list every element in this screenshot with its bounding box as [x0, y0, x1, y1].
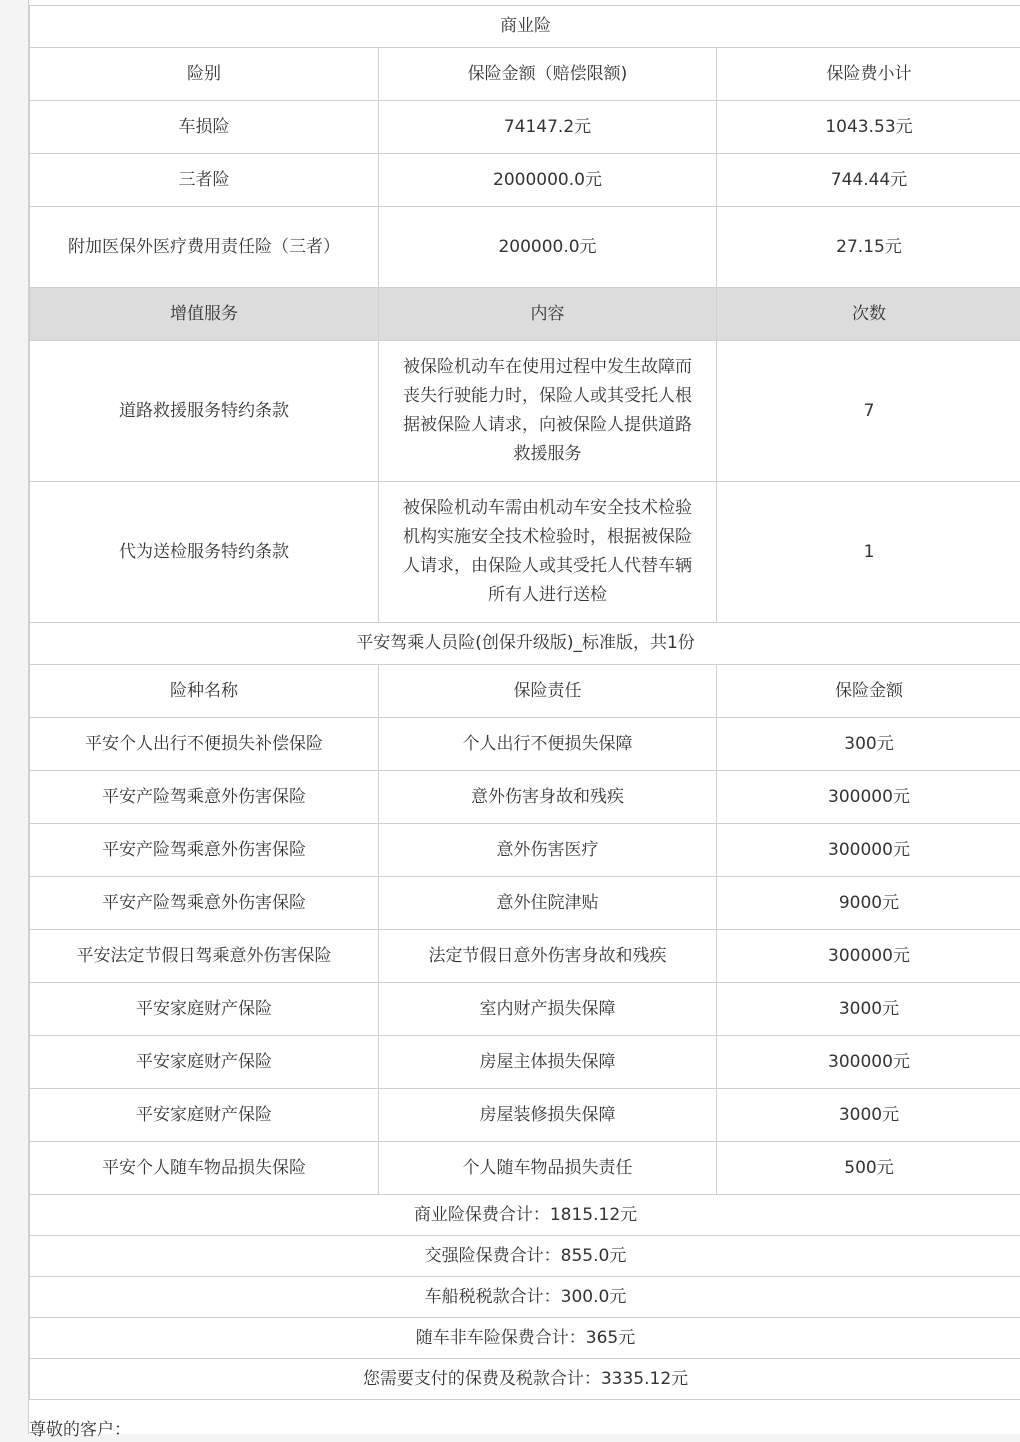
service-count: 1 [717, 482, 1020, 623]
header-cell: 保险金额（赔偿限额) [379, 48, 717, 101]
coverage-amount: 200000.0元 [379, 207, 717, 288]
premium-subtotal: 1043.53元 [717, 101, 1020, 154]
total-row [30, 1277, 1020, 1318]
table-row [30, 930, 1020, 983]
table-row [30, 877, 1020, 930]
plan-liability: 意外住院津贴 [379, 877, 717, 930]
plan-amount: 300元 [717, 718, 1020, 771]
coverage-name: 三者险 [30, 154, 379, 207]
plan-amount: 3000元 [717, 1089, 1020, 1142]
table-row [30, 718, 1020, 771]
premium-subtotal: 744.44元 [717, 154, 1020, 207]
driver-plan-title-row [30, 623, 1020, 665]
plan-amount: 300000元 [717, 824, 1020, 877]
plan-liability: 法定节假日意外伤害身故和残疾 [379, 930, 717, 983]
plan-name: 平安产险驾乘意外伤害保险 [30, 824, 379, 877]
plan-liability: 意外伤害医疗 [379, 824, 717, 877]
premium-subtotal: 27.15元 [717, 207, 1020, 288]
coverage-amount: 2000000.0元 [379, 154, 717, 207]
table-row [30, 824, 1020, 877]
commercial-header-row [30, 48, 1020, 101]
table-row [30, 771, 1020, 824]
plan-name: 平安家庭财产保险 [30, 1089, 379, 1142]
plan-liability: 个人出行不便损失保障 [379, 718, 717, 771]
plan-amount: 500元 [717, 1142, 1020, 1195]
grand-total: 您需要支付的保费及税款合计：3335.12元 [30, 1359, 1020, 1400]
plan-amount: 3000元 [717, 983, 1020, 1036]
commercial-premium-total: 商业险保费合计：1815.12元 [30, 1195, 1020, 1236]
table-row [30, 207, 1020, 288]
plan-name: 平安家庭财产保险 [30, 983, 379, 1036]
plan-amount: 300000元 [717, 930, 1020, 983]
compulsory-premium-total: 交强险保费合计：855.0元 [30, 1236, 1020, 1277]
header-cell: 险别 [30, 48, 379, 101]
total-row [30, 1359, 1020, 1400]
vehicle-tax-total: 车船税税款合计：300.0元 [30, 1277, 1020, 1318]
plan-liability: 意外伤害身故和残疾 [379, 771, 717, 824]
header-cell: 增值服务 [30, 288, 379, 341]
coverage-name: 附加医保外医疗费用责任险（三者） [30, 207, 379, 288]
service-name: 代为送检服务特约条款 [30, 482, 379, 623]
driver-plan-title: 平安驾乘人员险(创保升级版)_标准版，共1份 [30, 623, 1020, 665]
total-row [30, 1318, 1020, 1359]
service-count: 7 [717, 341, 1020, 482]
plan-name: 平安个人随车物品损失保险 [30, 1142, 379, 1195]
header-cell: 内容 [379, 288, 717, 341]
plan-name: 平安法定节假日驾乘意外伤害保险 [30, 930, 379, 983]
policy-document [28, 0, 1020, 1434]
coverage-amount: 74147.2元 [379, 101, 717, 154]
plan-amount: 300000元 [717, 1036, 1020, 1089]
plan-liability: 房屋装修损失保障 [379, 1089, 717, 1142]
driver-plan-header-row [30, 665, 1020, 718]
table-row [30, 1089, 1020, 1142]
plan-amount: 9000元 [717, 877, 1020, 930]
commercial-title-row [30, 6, 1020, 48]
commercial-title: 商业险 [30, 6, 1020, 48]
plan-liability: 个人随车物品损失责任 [379, 1142, 717, 1195]
premium-table [29, 0, 1020, 1400]
header-cell: 保险责任 [379, 665, 717, 718]
header-cell: 保险费小计 [717, 48, 1020, 101]
total-row [30, 1195, 1020, 1236]
non-auto-premium-total: 随车非车险保费合计：365元 [30, 1318, 1020, 1359]
table-row [30, 341, 1020, 482]
table-row [30, 1036, 1020, 1089]
table-row [30, 482, 1020, 623]
plan-name: 平安个人出行不便损失补偿保险 [30, 718, 379, 771]
value-added-header-row [30, 288, 1020, 341]
plan-liability: 房屋主体损失保障 [379, 1036, 717, 1089]
plan-name: 平安产险驾乘意外伤害保险 [30, 877, 379, 930]
header-cell: 保险金额 [717, 665, 1020, 718]
total-row [30, 1236, 1020, 1277]
plan-liability: 室内财产损失保障 [379, 983, 717, 1036]
coverage-name: 车损险 [30, 101, 379, 154]
service-content: 被保险机动车在使用过程中发生故障而丧失行驶能力时，保险人或其受托人根据被保险人请求，向被保险人提供道路救援服务 [379, 341, 717, 482]
plan-name: 平安产险驾乘意外伤害保险 [30, 771, 379, 824]
header-cell: 次数 [717, 288, 1020, 341]
table-row [30, 983, 1020, 1036]
service-name: 道路救援服务特约条款 [30, 341, 379, 482]
header-cell: 险种名称 [30, 665, 379, 718]
plan-name: 平安家庭财产保险 [30, 1036, 379, 1089]
plan-amount: 300000元 [717, 771, 1020, 824]
table-row [30, 101, 1020, 154]
table-row [30, 1142, 1020, 1195]
table-row [30, 154, 1020, 207]
customer-greeting: 尊敬的客户： [29, 1418, 131, 1442]
service-content: 被保险机动车需由机动车安全技术检验机构实施安全技术检验时，根据被保险人请求，由保险人或其受托人代替车辆所有人进行送检 [379, 482, 717, 623]
